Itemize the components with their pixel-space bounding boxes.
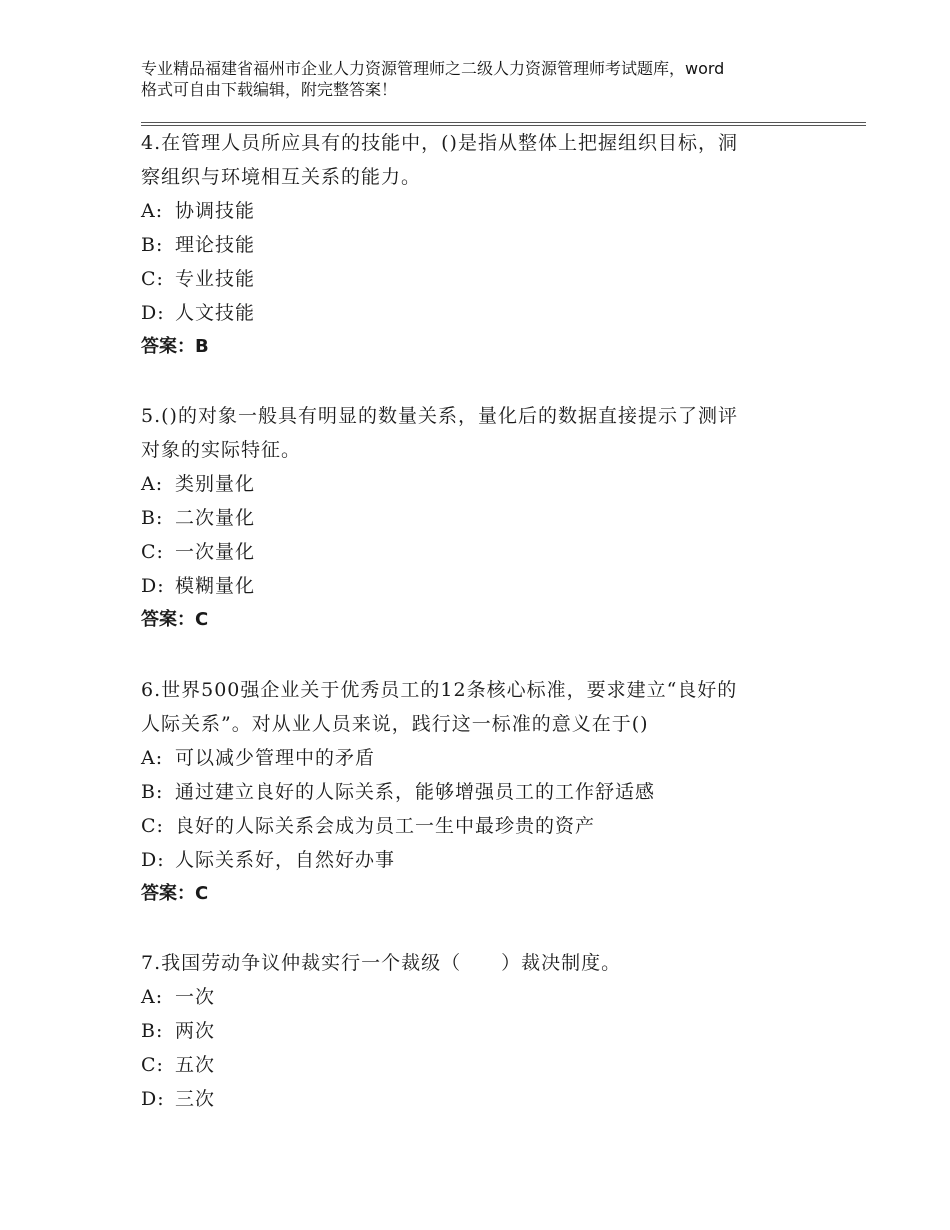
- question-5: [141, 399, 841, 637]
- option-letter: A:: [141, 986, 164, 1008]
- option-text: 专业技能: [175, 268, 256, 290]
- option-c: [141, 535, 841, 569]
- option-text: 类别量化: [175, 473, 256, 495]
- option-letter: A:: [141, 473, 164, 495]
- option-text: 五次: [175, 1054, 216, 1076]
- answer-line: 答案：C: [141, 609, 209, 630]
- stem-line: 人际关系”。对从业人员来说，践行这一标准的意义在于(): [141, 713, 649, 735]
- option-a: [141, 980, 841, 1014]
- option-letter: C:: [141, 815, 164, 837]
- question-stem: [141, 946, 841, 980]
- stem-line: 察组织与环境相互关系的能力。: [141, 166, 422, 188]
- option-letter: C:: [141, 268, 164, 290]
- option-text: 良好的人际关系会成为员工一生中最珍贵的资产: [175, 815, 596, 837]
- stem-line: 5.()的对象一般具有明显的数量关系，量化后的数据直接提示了测评: [141, 405, 738, 427]
- answer-line: 答案：C: [141, 883, 209, 904]
- option-a: [141, 467, 841, 501]
- stem-line: 7.我国劳动争议仲裁实行一个裁级（ ）裁决制度。: [141, 952, 622, 974]
- answer-line: 答案：B: [141, 336, 209, 357]
- option-a: [141, 194, 841, 228]
- header-line-1: 专业精品福建省福州市企业人力资源管理师之二级人力资源管理师考试题库，word: [141, 59, 725, 78]
- option-letter: B:: [141, 234, 164, 256]
- option-c: [141, 262, 841, 296]
- option-text: 理论技能: [175, 234, 256, 256]
- question-6: [141, 673, 841, 911]
- option-letter: D:: [141, 302, 165, 324]
- option-letter: D:: [141, 1088, 165, 1110]
- option-text: 人文技能: [175, 302, 256, 324]
- option-text: 三次: [175, 1088, 216, 1110]
- option-text: 可以减少管理中的矛盾: [175, 747, 376, 769]
- option-letter: B:: [141, 507, 164, 529]
- stem-line: 4.在管理人员所应具有的技能中，()是指从整体上把握组织目标，洞: [141, 132, 738, 154]
- option-letter: C:: [141, 1054, 164, 1076]
- question-4: [141, 126, 841, 364]
- stem-line: 对象的实际特征。: [141, 439, 302, 461]
- option-c: [141, 809, 841, 843]
- option-letter: C:: [141, 541, 164, 563]
- option-text: 一次量化: [175, 541, 256, 563]
- option-d: [141, 569, 841, 603]
- option-b: [141, 501, 841, 535]
- option-d: [141, 1082, 841, 1116]
- question-stem: [141, 126, 841, 194]
- option-a: [141, 741, 841, 775]
- question-stem: [141, 399, 841, 467]
- option-text: 一次: [175, 986, 216, 1008]
- option-letter: B:: [141, 1020, 164, 1042]
- option-b: [141, 228, 841, 262]
- document-header: [141, 58, 841, 100]
- option-letter: A:: [141, 747, 164, 769]
- option-text: 模糊量化: [175, 575, 256, 597]
- question-stem: [141, 673, 841, 741]
- header-divider-top: [141, 122, 866, 123]
- option-text: 二次量化: [175, 507, 256, 529]
- option-b: [141, 775, 841, 809]
- option-text: 通过建立良好的人际关系，能够增强员工的工作舒适感: [175, 781, 656, 803]
- option-d: [141, 843, 841, 877]
- option-text: 两次: [175, 1020, 216, 1042]
- option-c: [141, 1048, 841, 1082]
- option-letter: D:: [141, 849, 165, 871]
- option-d: [141, 296, 841, 330]
- question-7: [141, 946, 841, 1116]
- option-letter: D:: [141, 575, 165, 597]
- option-text: 人际关系好，自然好办事: [175, 849, 396, 871]
- option-text: 协调技能: [175, 200, 256, 222]
- stem-line: 6.世界500强企业关于优秀员工的12条核心标准，要求建立“良好的: [141, 679, 738, 701]
- option-letter: A:: [141, 200, 164, 222]
- option-b: [141, 1014, 841, 1048]
- header-line-2: 格式可自由下载编辑，附完整答案！: [141, 80, 398, 99]
- option-letter: B:: [141, 781, 164, 803]
